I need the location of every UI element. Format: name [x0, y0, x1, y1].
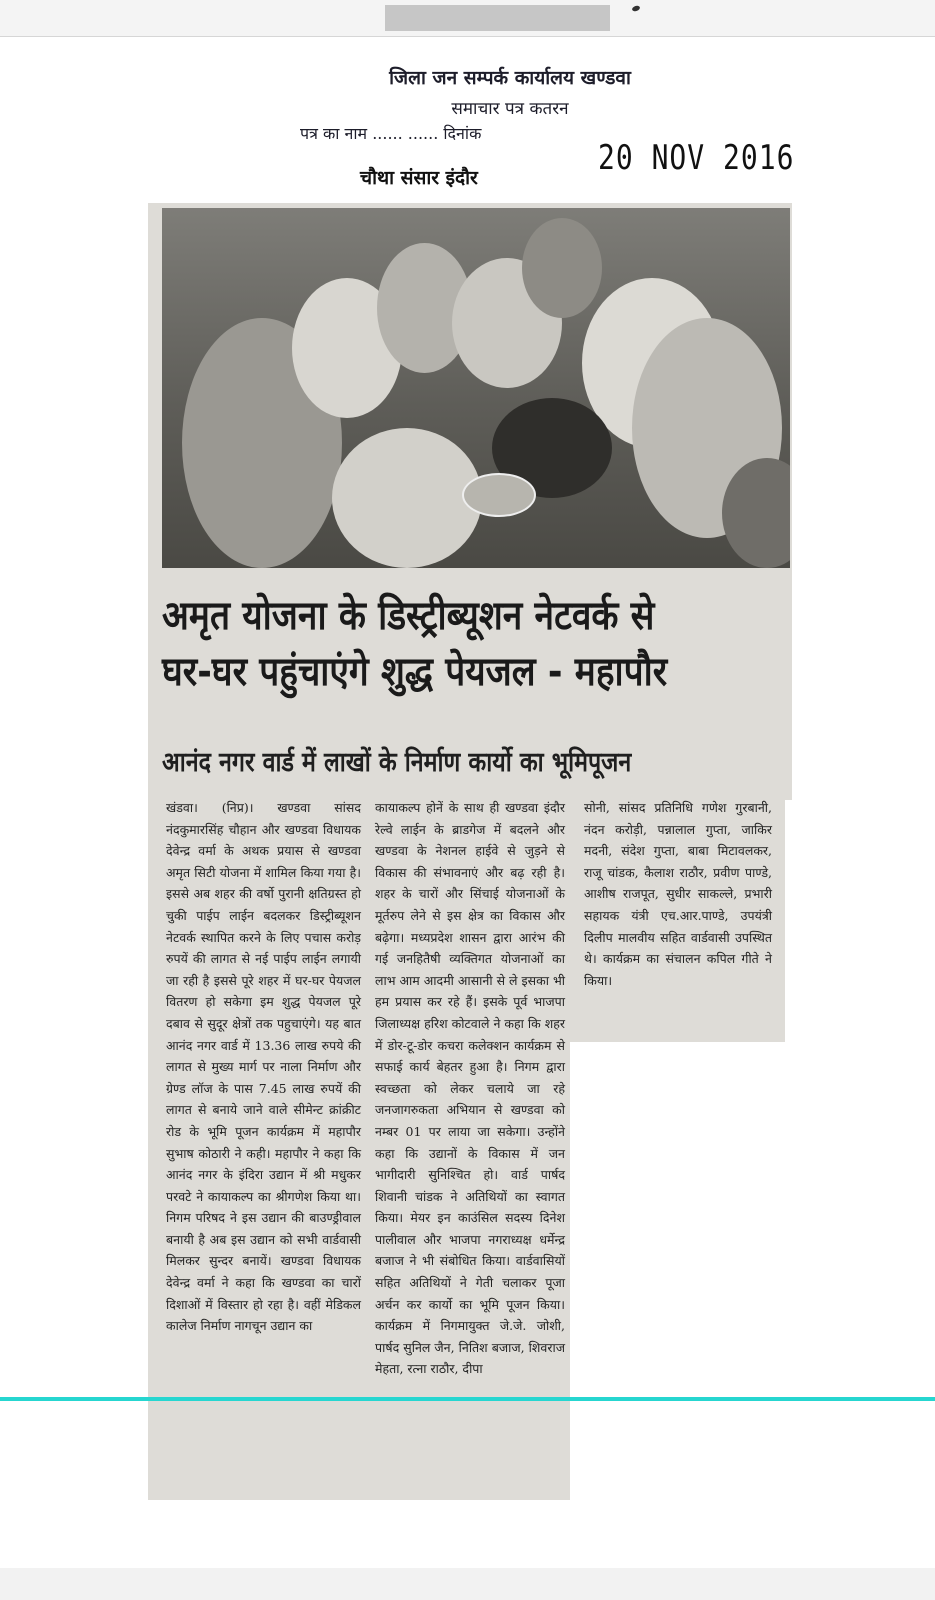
scan-artifact-line — [0, 1397, 935, 1401]
photo-figure — [522, 218, 602, 318]
photo-figure — [332, 428, 482, 568]
news-photo — [162, 208, 790, 568]
stamp-paper-label: पत्र का नाम ...... ...... दिनांक — [300, 124, 482, 143]
newspaper-name: चौथा संसार इंदौर — [360, 167, 478, 189]
subheadline: आनंद नगर वार्ड में लाखों के निर्माण कार्यो का भूमिपूजन — [162, 747, 632, 778]
scanner-tape — [385, 5, 610, 31]
stamp-date: 20 NOV 2016 — [598, 138, 795, 178]
stamp-title: समाचार पत्र कतरन — [451, 99, 569, 119]
puja-plate — [462, 473, 536, 517]
stamp-office: जिला जन सम्पर्क कार्यालय खण्डवा — [389, 67, 631, 89]
headline-line-2: घर-घर पहुंचाएंगे शुद्ध पेयजल - महापौर — [162, 649, 668, 695]
article-column-3: सोनी, सांसद प्रतिनिधि गणेश गुरबानी, नंदन करोड़ी, पन्नालाल गुप्ता, जाकिर मदनी, संदेश गुप्ता, बाबा मिटावलकर, राजू चांडक, कैलाश राठौर, प्रवीण पाण्डे, आशीष राजपूत, सुधीर साकल्ले, प्रभारी सहायक यंत्री एच.आर.पाण्डे, उपयंत्री दिलीप मालवीय सहित वार्डवासी उपस्थित थे। कार्यक्रम का संचालन कपिल गीते ने किया। — [584, 800, 772, 988]
article-column-1: खंडवा। (निप्र)। खण्डवा सांसद नंदकुमारसिंह चौहान और खण्डवा विधायक देवेन्द्र वर्मा के अथक प्रयास से खण्डवा अमृत सिटी योजना में शामिल किया गया है। इससे अब शहर की वर्षो पुरानी क्षतिग्रस्त हो चुकी पाईप लाईन बदलकर डिस्ट्रीब्यूशन नेटवर्क स्थापित करने के लिए पचास करोड़ रुपयें की लागत से नई पाईप लाईन लगायी जा रही है इससे पूरे शहर में घर-घर पेयजल वितरण हो सकेगा इम शुद्ध पेयजल पूरे दबाव से सुदूर क्षेत्रों तक पहुचाएंगे। यह बात आनंद नगर वार्ड में 13.36 लाख रुपये की लागत से मुख्य मार्ग पर नाला निर्माण और ग्रेण्ड लॉज के पास 7.45 लाख रुपयें की लागत से बनाये जाने वाले सीमेन्ट क्रांक्रीट रोड के भूमि पूजन कार्यक्रम में महापौर सुभाष कोठारी ने कही। महापौर ने कहा कि आनंद नगर के इंदिरा उद्यान में श्री मधुकर परवटे ने कायाकल्प का श्रीगणेश किया था। निगम परिषद ने इस उद्यान की बाउण्ड्रीवाल बनायी है अब इस उद्यान को सभी वार्डवासी मिलकर सुन्दर बनायें। खण्डवा विधायक देवेन्द्र वर्मा ने कहा कि खण्डवा का चारों दिशाओं में विस्तार हो रहा है। वहीं मेडिकल कालेज निर्माण नागचून उद्यान का — [166, 800, 361, 1334]
scanner-bottom-edge — [0, 1568, 935, 1600]
headline-line-1: अमृत योजना के डिस्ट्रीब्यूशन नेटवर्क से — [162, 593, 655, 639]
article-column-2: कायाकल्प होनें के साथ ही खण्डवा इंदौर रेल्वे लाईन के ब्राडगेज में बदलने और खण्डवा के नेशनल हाईवे से जुड़ने से विकास की संभावनाएं और बढ़ रही है। शहर के चारों और सिंचाई योजनाओं के मूर्तरुप लेने से इस क्षेत्र का विकास और बढ़ेगा। मध्यप्रदेश शासन द्वारा आरंभ की गई जनहितैषी व्यक्तिगत योजनाओं का लाभ आम आदमी आसानी से ले इसका भी हम प्रयास कर रहे हैं। इसके पूर्व भाजपा जिलाध्यक्ष हरिश कोटवाले ने कहा कि शहर में डोर-टू-डोर कचरा कलेक्शन कार्यक्रम से सफाई कार्य बेहतर हुआ है। निगम द्वारा स्वच्छता को लेकर चलाये जा रहे जनजागरुकता अभियान से खण्डवा को नम्बर 01 पर लाया जा सकेगा। उन्होंने कहा कि उद्यानों के विकास में जन भागीदारी सुनिश्चित हो। वार्ड पार्षद शिवानी चांडक ने अतिथियों का स्वागत किया। मेयर इन काउंसिल सदस्य दिनेश पालीवाल और भाजपा नगराध्यक्ष धर्मेन्द्र बजाज ने भी संबोधित किया। वार्डवासियों सहित अतिथियों ने गेती चलाकर पूजा अर्चन कर कार्यो का भूमि पूजन किया। कार्यक्रम में निगमायुक्त जे.जे. जोशी, पार्षद सुनिल जैन, नितिश बजाज, शिवराज मेहता, रत्ना राठौर, दीपा — [375, 800, 565, 1377]
headline — [162, 588, 708, 700]
